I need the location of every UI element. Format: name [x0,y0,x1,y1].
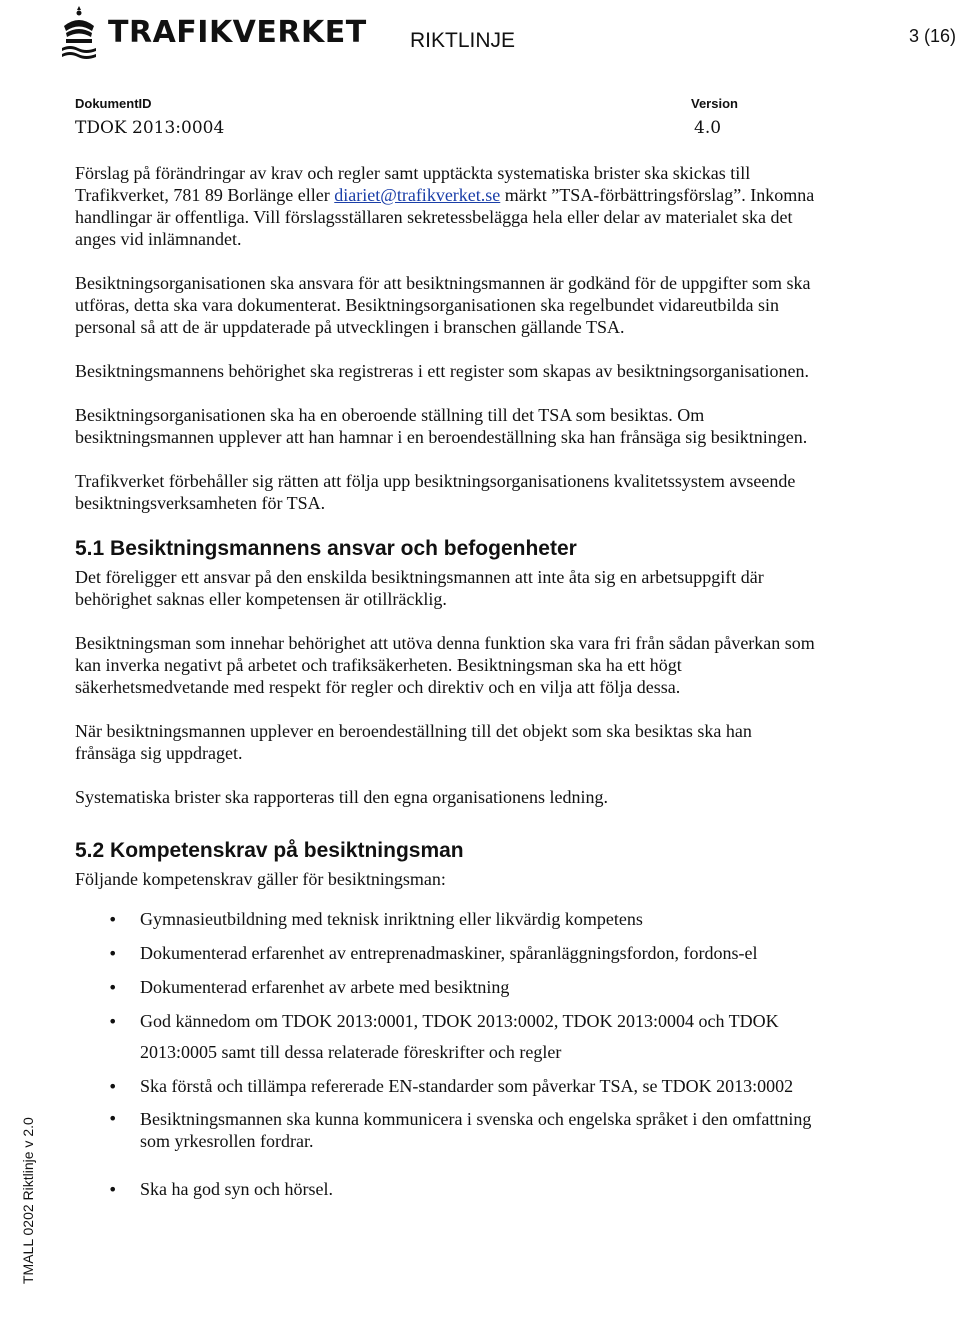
section-heading-5-2: 5.2 Kompetenskrav på besiktningsman [75,839,464,862]
paragraph-systematic-defects: Systematiska brister ska rapporteras till den egna organisationens ledning. [75,787,609,807]
logo-text: TRAFIKVERKET [108,14,367,50]
document-type: RIKTLINJE [410,29,516,52]
paragraph-follow-up: Trafikverket förbehåller sig rätten att följa upp besiktningsorganisationens kvalitetssystem avseende besiktningsverksamheten för TSA. [75,471,796,513]
page-number: 3 (16) [908,26,956,46]
version-label: Version [691,96,738,111]
section-heading-5-1: 5.1 Besiktningsmannens ansvar och befogenheter [75,537,577,560]
crown-emblem-icon [58,4,100,60]
paragraph-registration: Besiktningsmannens behörighet ska registreras i ett register som skapas av besiktningsorganisationen. [75,361,810,381]
template-label: TMALL 0202 Riktlinje v 2.0 [20,1117,36,1284]
list-item: • God kännedom om TDOK 2013:0001, TDOK 2013:0002, TDOK 2013:0004 och TDOK 2013:0005 samt till dessa relaterade föreskrifter och regler [75,1006,815,1068]
paragraph-suggestions [75,162,815,250]
doc-id-value: TDOK 2013:0004 [75,118,225,138]
email-link[interactable]: diariet@trafikverket.se [334,185,501,205]
list-item: • Dokumenterad erfarenhet av arbete med besiktning [75,972,815,1003]
paragraph-independence: Besiktningsorganisationen ska ha en oberoende ställning till det TSA som besiktas. Om besiktningsmannen upplever att han hamnar i en beroendeställning ska han frånsäga sig besiktningen. [75,405,808,447]
list-item: • Besiktningsmannen ska kunna kommunicera i svenska och engelska språket i den omfattning som yrkesrollen fordrar. [75,1108,815,1152]
paragraph-requirements-intro: Följande kompetenskrav gäller för besiktningsman: [75,869,446,889]
document-body [75,162,815,1208]
paragraph-authority: Besiktningsman som innehar behörighet att utöva denna funktion ska vara fri från sådan påverkan som kan inverka negativt på arbetet och trafiksäkerheten. Besiktningsman ska ha ett högt säkerhetsmedvetande med respekt för regler och direktiv och en vilja att följa dessa. [75,633,815,697]
paragraph-responsibility: Det föreligger ett ansvar på den enskilda besiktningsmannen att inte åta sig en arbetsuppgift där behörighet saknas eller kompetensen är otillräcklig. [75,567,764,609]
list-item: • Ska ha god syn och hörsel. [75,1174,815,1205]
doc-id-label: DokumentID [75,96,152,111]
paragraph-text: märkt ”TSA-förbättringsförslag”. Inkomna handlingar är offentliga. Vill förslagsställaren sekretessbelägga hela eller delar av materialet ska det anges vid inlämnandet. [75,185,815,249]
paragraph-text: Förslag på förändringar av krav och regler samt upptäckta systematiska brister ska skickas till Trafikverket, 781 89 Borlänge eller [75,163,751,205]
paragraph-dependency: När besiktningsmannen upplever en beroendeställning till det objekt som ska besiktas ska han frånsäga sig uppdraget. [75,721,752,763]
version-value: 4.0 [694,118,722,138]
list-item: • Ska förstå och tillämpa refererade EN-standarder som påverkar TSA, se TDOK 2013:0002 [75,1071,815,1102]
trafikverket-logo [58,4,367,60]
paragraph-organisation-responsibility: Besiktningsorganisationen ska ansvara för att besiktningsmannen är godkänd för de uppgifter som ska utföras, detta ska vara dokumenterat. Besiktningsorganisationen ska regelbundet vidareutbilda sin personal så att de är uppdaterade på utvecklingen i branschen gällande TSA. [75,273,811,337]
list-item: • Gymnasieutbildning med teknisk inriktning eller likvärdig kompetens [75,904,815,935]
list-item: • Dokumenterad erfarenhet av entreprenadmaskiner, spåranläggningsfordon, fordons-el [75,938,815,969]
requirements-list [75,904,815,1205]
